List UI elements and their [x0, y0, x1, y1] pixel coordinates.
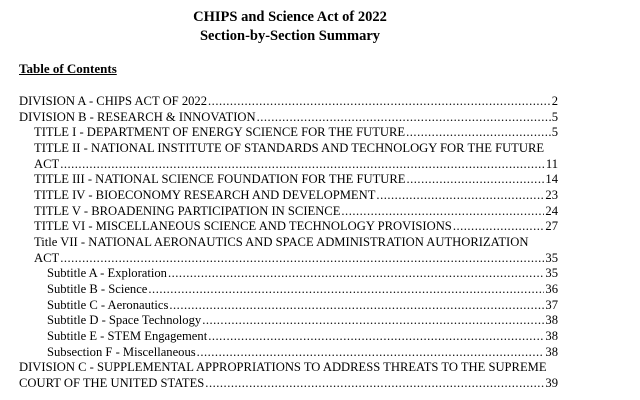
dot-leader — [406, 125, 551, 141]
dot-leader — [376, 188, 544, 204]
toc-page-number: 27 — [545, 219, 558, 234]
toc-entry[interactable] — [19, 157, 558, 173]
toc-page-number: 24 — [545, 203, 558, 218]
toc-entry[interactable] — [19, 125, 558, 141]
toc-entry[interactable] — [19, 298, 558, 314]
toc-entry-line[interactable]: TITLE II - NATIONAL INSTITUTE OF STANDARDS AND TECHNOLOGY FOR THE FUTURE — [34, 140, 545, 155]
dot-leader — [197, 345, 545, 361]
toc-page-number: 5 — [551, 109, 558, 124]
toc-page-number: 2 — [551, 94, 558, 108]
toc-entry-title: TITLE I - DEPARTMENT OF ENERGY SCIENCE FOR THE FUTURE — [34, 125, 406, 140]
toc-page-number: 39 — [545, 375, 558, 390]
toc-entry[interactable] — [19, 345, 558, 361]
toc-page-number: 37 — [545, 297, 558, 312]
toc-entry-title: TITLE VI - MISCELLANEOUS SCIENCE AND TECHNOLOGY PROVISIONS — [34, 219, 452, 234]
toc-entry-title: ACT — [34, 156, 60, 171]
toc-entry-title: TITLE V - BROADENING PARTICIPATION IN SCIENCE — [34, 203, 341, 218]
toc-entry-title: DIVISION A - CHIPS ACT OF 2022 — [19, 94, 208, 108]
toc-entry[interactable] — [19, 282, 558, 298]
toc-entry-title: Subtitle B - Science — [47, 281, 148, 296]
toc-entry[interactable] — [19, 94, 558, 110]
toc-entry[interactable] — [19, 313, 558, 329]
toc-entry-title: Subtitle C - Aeronautics — [47, 297, 169, 312]
dot-leader — [202, 313, 544, 329]
toc-page-number: 36 — [545, 281, 558, 296]
dot-leader — [60, 251, 544, 267]
dot-leader — [169, 298, 544, 314]
toc-page-number: 38 — [545, 313, 558, 328]
toc-entry[interactable] — [19, 329, 558, 345]
dot-leader — [148, 282, 544, 298]
toc-entry-line[interactable]: DIVISION C - SUPPLEMENTAL APPROPRIATIONS TO ADDRESS THREATS TO THE SUPREME — [19, 360, 547, 375]
toc-entry[interactable] — [19, 251, 558, 267]
toc-entry[interactable] — [19, 110, 558, 126]
toc-heading: Table of Contents — [19, 61, 117, 76]
toc-page-number: 14 — [545, 172, 558, 187]
toc-entry[interactable] — [19, 266, 558, 282]
toc-entry[interactable] — [19, 188, 558, 204]
toc-entry-title: Subtitle D - Space Technology — [47, 313, 202, 328]
toc-entry-title: ACT — [34, 250, 60, 265]
toc-page-number: 35 — [545, 266, 558, 281]
table-of-contents — [19, 94, 558, 391]
toc-page-number: 23 — [545, 187, 558, 202]
toc-entry-title: COURT OF THE UNITED STATES — [19, 375, 205, 390]
toc-entry-title: Subtitle E - STEM Engagement — [47, 328, 208, 343]
toc-page-number: 35 — [545, 250, 558, 265]
toc-page-number: 11 — [545, 156, 558, 171]
toc-page-number: 38 — [545, 344, 558, 359]
toc-entry-title: TITLE IV - BIOECONOMY RESEARCH AND DEVELOPMENT — [34, 187, 376, 202]
dot-leader — [208, 94, 551, 110]
toc-entry-title: DIVISION B - RESEARCH & INNOVATION — [19, 109, 256, 124]
toc-page-number: 5 — [551, 125, 558, 140]
dot-leader — [453, 219, 545, 235]
toc-entry[interactable] — [19, 219, 558, 235]
toc-entry[interactable] — [19, 376, 558, 392]
toc-entry[interactable] — [19, 172, 558, 188]
toc-entry-title: Subsection F - Miscellaneous — [47, 344, 196, 359]
toc-page-number: 38 — [545, 328, 558, 343]
toc-entry[interactable] — [19, 204, 558, 220]
toc-entry-title: Subtitle A - Exploration — [47, 266, 167, 281]
dot-leader — [60, 157, 545, 173]
dot-leader — [168, 266, 544, 282]
toc-entry-title: TITLE III - NATIONAL SCIENCE FOUNDATION FOR THE FUTURE — [34, 172, 406, 187]
toc-entry-line[interactable]: Title VII - NATIONAL AERONAUTICS AND SPACE ADMINISTRATION AUTHORIZATION — [34, 234, 529, 249]
document-subtitle: Section-by-Section Summary — [199, 28, 381, 44]
dot-leader — [406, 172, 544, 188]
dot-leader — [208, 329, 544, 345]
dot-leader — [205, 376, 544, 392]
dot-leader — [341, 204, 544, 220]
dot-leader — [257, 110, 551, 126]
document-title: CHIPS and Science Act of 2022 — [193, 9, 387, 25]
